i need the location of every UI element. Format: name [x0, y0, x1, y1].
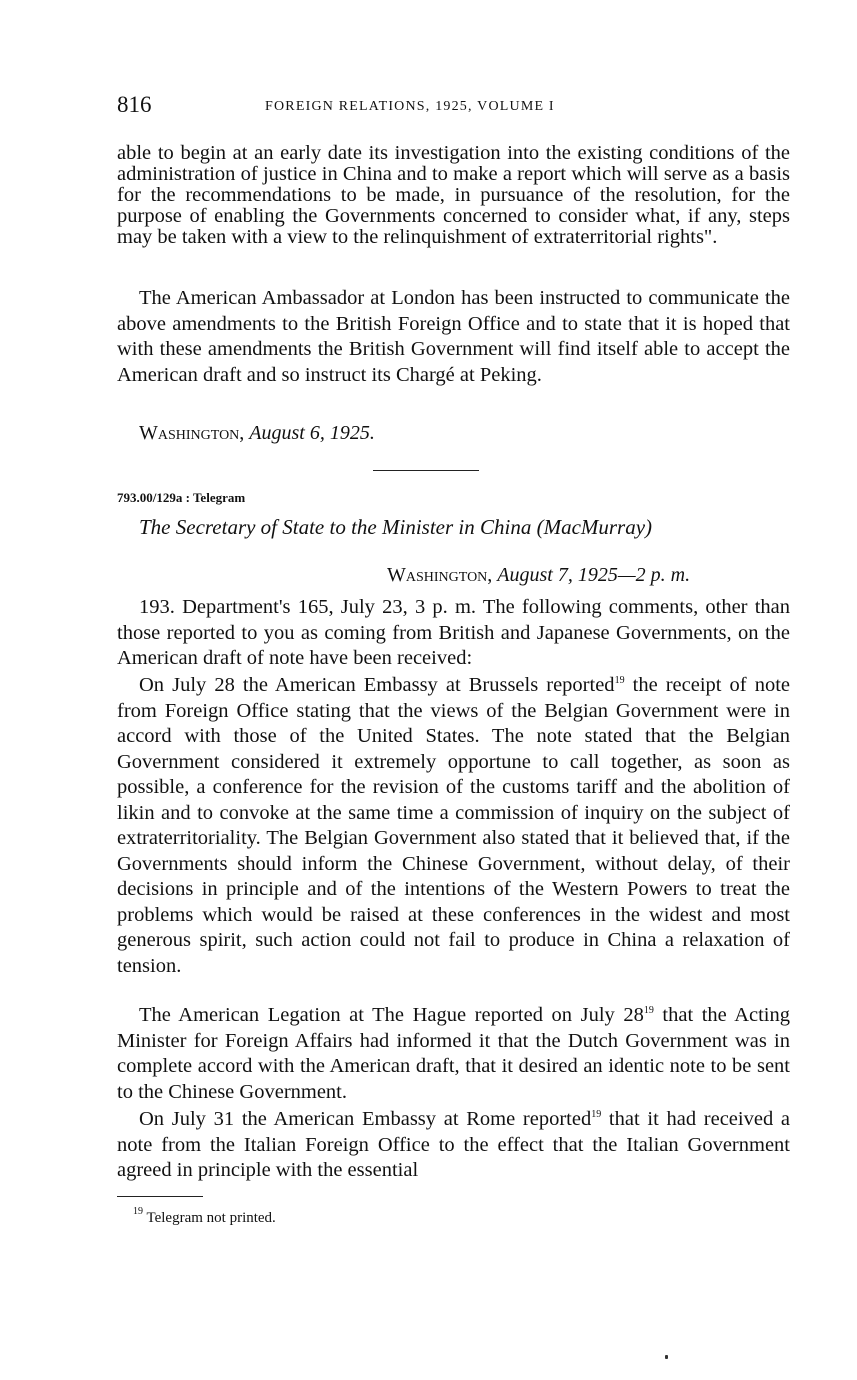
- dateline-comma: ,: [487, 564, 498, 586]
- paragraph-hague: [117, 1003, 790, 1105]
- page-speck: [665, 1355, 668, 1359]
- continuation-paragraph: able to begin at an early date its investigation into the existing conditions of the administration of justice in China and to make a report which will serve as a basis for the recommendations to be made, in pursuance of the resolution, for the purpose of enabling the Governments concerned to consider what, if any, steps may be taken with a view to the relinquishment of extraterritorial rights".: [117, 142, 790, 248]
- hague-body: that the Acting Minister for Foreign Affairs had informed it that the Dutch Government was in complete accord with the American draft, that it desired an identic note to be sent to the Chinese Government.: [117, 1004, 791, 1103]
- brussels-body: the receipt of note from Foreign Office stating that the views of the Belgian Government were in accord with those of the United States. The note stated that the Belgian Government considered it extremely opportune to call together, as soon as possible, a conference for the revision of the customs tariff and the abolition of likin and to convoke at the same time a commission of inquiry on the subject of extraterritoriality. The Belgian Government also stated that it believed that, if the Governments should inform the Chinese Government, without delay, of their decisions in principle and of the intentions of the Western Powers to treat the problems which would be raised at these conferences in the widest and most generous spirit, such action could not fail to produce in China a relaxation of tension.: [117, 674, 790, 977]
- paragraph-brussels: [117, 673, 790, 979]
- footnote: [133, 1206, 276, 1227]
- page-number: 816: [117, 92, 152, 117]
- footnote-ref: 19: [643, 1005, 654, 1016]
- dateline-comma: ,: [239, 422, 250, 444]
- rome-body: that it had received a note from the Italian Foreign Office to the effect that the Italian Government agreed in principle with the essential: [117, 1108, 791, 1181]
- closing-dateline-date: August 6, 1925.: [249, 422, 375, 444]
- footnote-rule: [117, 1196, 203, 1197]
- section-divider: [373, 470, 479, 471]
- running-head: FOREIGN RELATIONS, 1925, VOLUME I: [265, 99, 555, 114]
- closing-dateline: [139, 422, 375, 445]
- footnote-ref: 19: [591, 1109, 602, 1120]
- hague-lead: The American Legation at The Hague reported on July 28: [139, 1004, 644, 1026]
- paragraph-193: 193. Department's 165, July 23, 3 p. m. The following comments, other than those reported to you as coming from British and Japanese Governments, on the American draft of note have been received:: [117, 596, 790, 669]
- paragraph-rome: [117, 1107, 790, 1184]
- footnote-text: Telegram not printed.: [146, 1210, 276, 1226]
- footnote-marker: 19: [133, 1206, 143, 1217]
- telegram-dateline-place: Washington: [387, 564, 488, 586]
- telegram-dateline-date: August 7, 1925—2 p. m.: [497, 564, 691, 586]
- page-header: [117, 92, 790, 122]
- footnote-ref: 19: [614, 675, 625, 686]
- file-number: 793.00/129a : Telegram: [117, 490, 246, 505]
- closing-dateline-place: Washington: [139, 422, 240, 444]
- document-title: The Secretary of State to the Minister in China (MacMurray): [139, 515, 653, 539]
- brussels-lead: On July 28 the American Embassy at Brussels reported: [139, 674, 615, 696]
- rome-lead: On July 31 the American Embassy at Rome reported: [139, 1108, 592, 1130]
- telegram-dateline: [387, 564, 690, 587]
- ambassador-paragraph: The American Ambassador at London has been instructed to communicate the above amendments to the British Foreign Office and to state that it is hoped that with these amendments the British Government will find itself able to accept the American draft and so instruct its Chargé at Peking.: [117, 287, 790, 386]
